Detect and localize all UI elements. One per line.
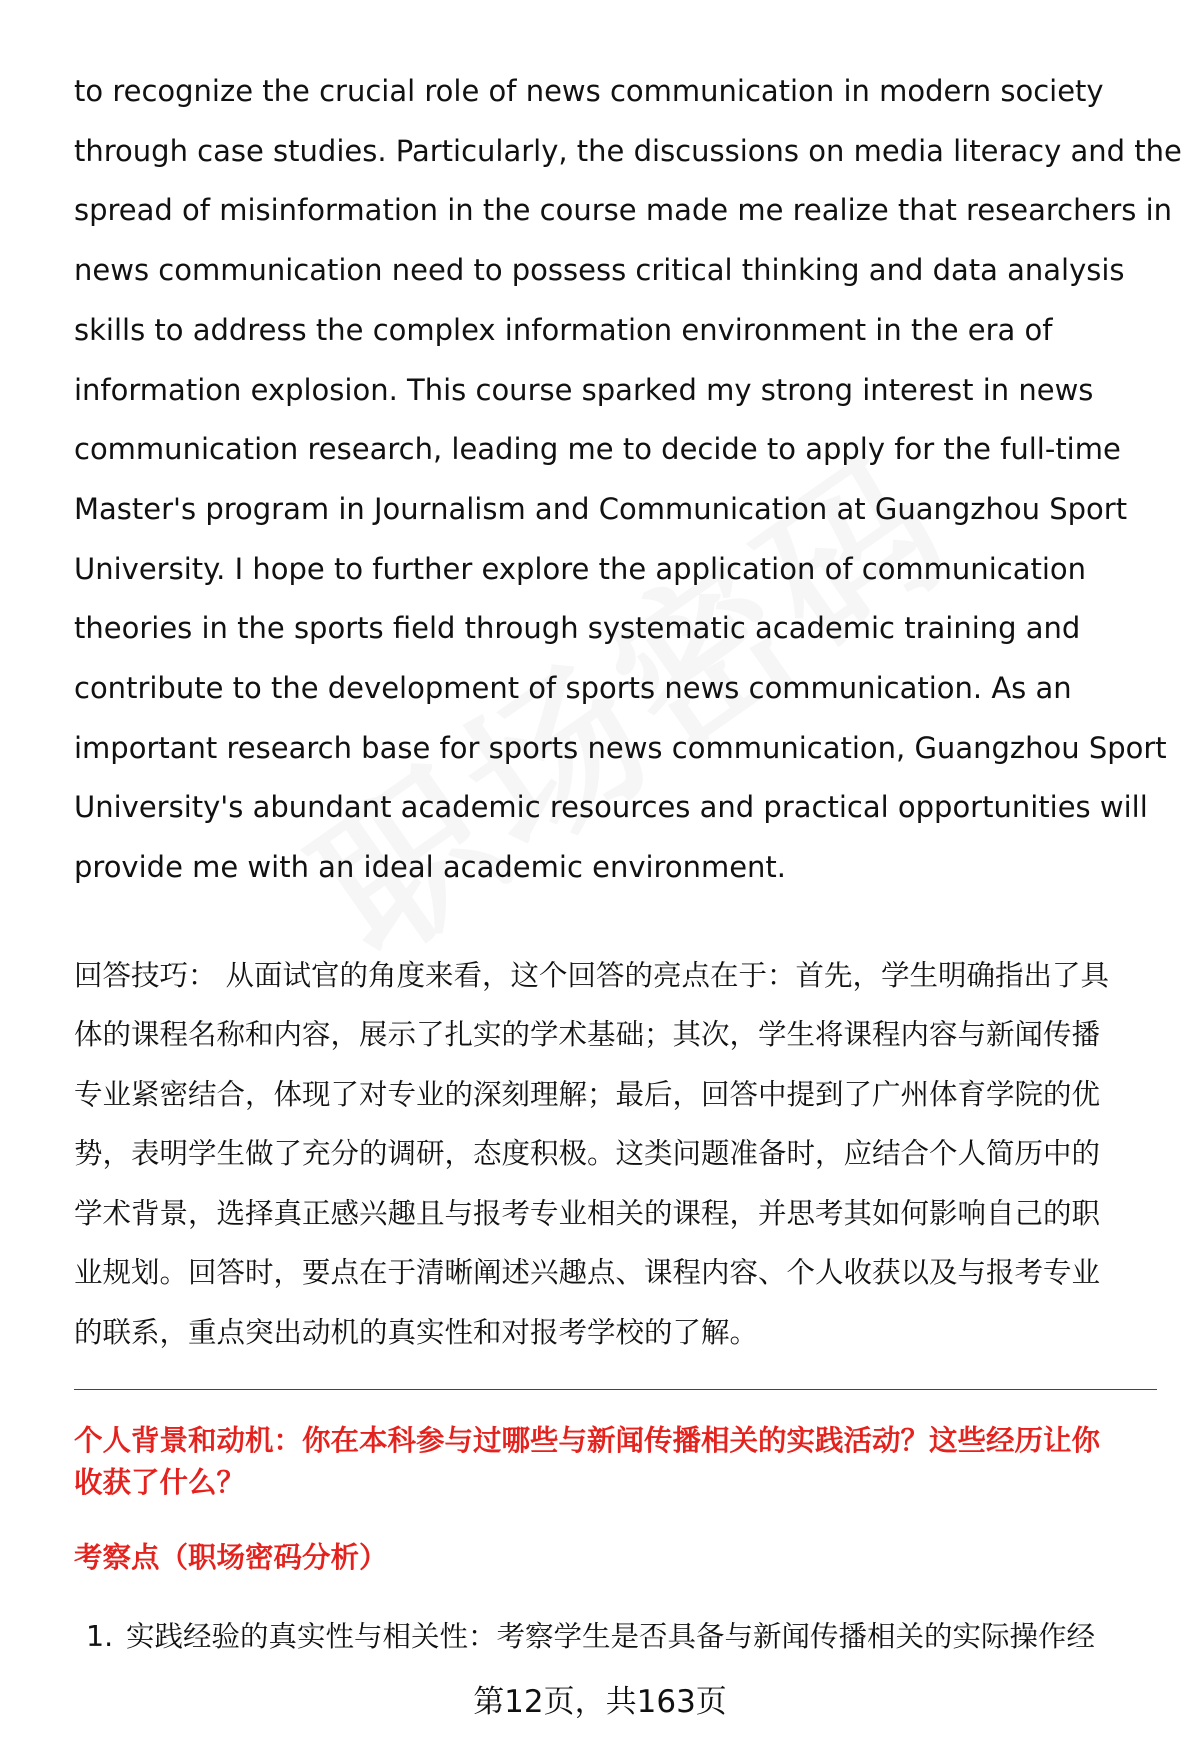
answer-line: skills to address the complex information environment in the era of — [74, 312, 1053, 347]
answer-line: University. I hope to further explore the application of communication — [74, 551, 1087, 586]
page-number-footer: 第12页，共163页 — [473, 1684, 727, 1720]
answer-tips-paragraph — [74, 946, 1154, 1363]
tips-line: 业规划。回答时，要点在于清晰阐述兴趣点、课程内容、个人收获以及与报考专业 — [74, 1256, 1101, 1290]
tips-line: 体的课程名称和内容，展示了扎实的学术基础；其次，学生将课程内容与新闻传播 — [74, 1018, 1101, 1052]
answer-line: to recognize the crucial role of news communication in modern society — [74, 74, 1104, 108]
tips-line: 的联系，重点突出动机的真实性和对报考学校的了解。 — [74, 1315, 759, 1349]
answer-line: University's abundant academic resources and practical opportunities will — [74, 790, 1148, 825]
answer-line: through case studies. Particularly, the discussions on media literacy and the — [74, 133, 1182, 168]
analysis-subheading: 考察点（职场密码分析） — [74, 1541, 388, 1574]
answer-line: spread of misinformation in the course made me realize that researchers in — [74, 193, 1173, 228]
question-line: 收获了什么？ — [74, 1466, 246, 1499]
answer-line: communication research, leading me to decide to apply for the full-time — [74, 432, 1121, 467]
question-heading — [74, 1420, 1164, 1504]
list-item — [86, 1614, 1095, 1655]
tips-line: 学术背景，选择真正感兴趣且与报考专业相关的课程，并思考其如何影响自己的职 — [74, 1196, 1101, 1230]
tips-line: 势，表明学生做了充分的调研，态度积极。这类问题准备时，应结合个人简历中的 — [74, 1137, 1101, 1171]
answer-paragraph-english — [74, 62, 1182, 898]
list-item-text: 实践经验的真实性与相关性：考察学生是否具备与新闻传播相关的实际操作经 — [126, 1620, 1096, 1653]
answer-line: provide me with an ideal academic environment. — [74, 850, 787, 885]
question-line: 个人背景和动机：你在本科参与过哪些与新闻传播相关的实践活动？这些经历让你 — [74, 1424, 1101, 1457]
answer-line: Master's program in Journalism and Communication at Guangzhou Sport — [74, 491, 1128, 526]
answer-line: contribute to the development of sports news communication. As an — [74, 671, 1072, 706]
tips-line: 回答技巧： 从面试官的角度来看，这个回答的亮点在于：首先，学生明确指出了具 — [74, 958, 1110, 992]
tips-line: 专业紧密结合，体现了对专业的深刻理解；最后，回答中提到了广州体育学院的优 — [74, 1077, 1101, 1111]
answer-line: theories in the sports field through systematic academic training and — [74, 611, 1081, 646]
section-divider — [74, 1389, 1157, 1390]
list-item-number: 1. — [86, 1620, 114, 1653]
page-content — [74, 62, 1182, 1362]
answer-line: news communication need to possess critical thinking and data analysis — [74, 253, 1125, 288]
answer-line: information explosion. This course sparked my strong interest in news — [74, 372, 1094, 407]
answer-line: important research base for sports news communication, Guangzhou Sport — [74, 730, 1167, 765]
